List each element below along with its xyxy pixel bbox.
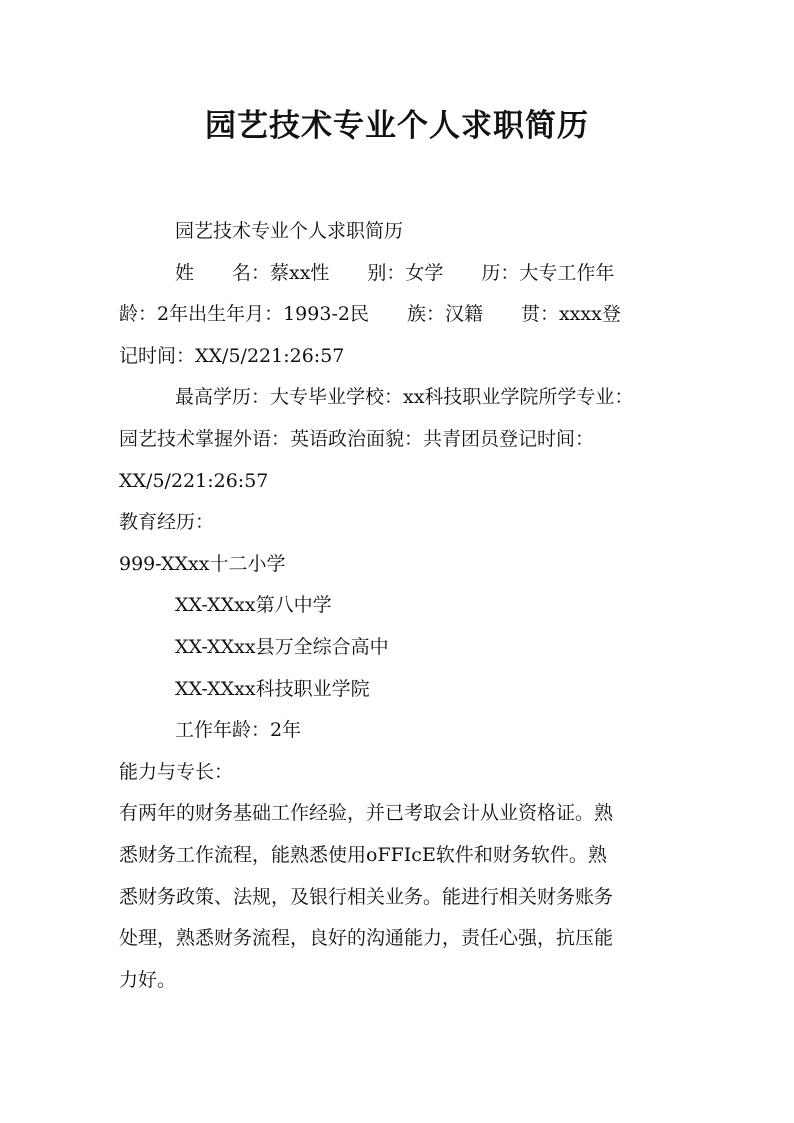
document-title: 园艺技术专业个人求职简历 xyxy=(205,108,589,144)
education-item: 999-XXxx十二小学 xyxy=(119,552,286,575)
skills-line: 悉财务工作流程，能熟悉使用oFFIcE软件和财务软件。熟 xyxy=(119,843,607,866)
skills-line: 处理，熟悉财务流程，良好的沟通能力，责任心强，抗压能 xyxy=(119,927,614,950)
education-item: XX-XXxx第八中学 xyxy=(175,594,332,617)
basic-info-line-1: 姓 名：蔡xx性 别：女学 历：大专工作年 xyxy=(175,261,615,284)
education-info-line-1: 最高学历：大专毕业学校：xx科技职业学院所学专业： xyxy=(175,386,634,409)
work-years: 工作年龄：2年 xyxy=(175,719,302,742)
education-item: XX-XXxx科技职业学院 xyxy=(175,677,370,700)
skills-line: 有两年的财务基础工作经验，并已考取会计从业资格证。熟 xyxy=(119,802,614,825)
skills-line: 悉财务政策、法规，及银行相关业务。能进行相关财务账务 xyxy=(119,885,614,908)
basic-info-line-2: 龄：2年出生年月：1993-2民 族：汉籍 贯：xxxx登 xyxy=(119,303,621,326)
basic-info-line-3: 记时间：XX/5/221:26:57 xyxy=(119,344,345,367)
skills-line: 力好。 xyxy=(119,968,177,991)
education-item: XX-XXxx县万全综合高中 xyxy=(175,635,389,658)
skills-heading: 能力与专长： xyxy=(119,760,234,783)
education-heading: 教育经历： xyxy=(119,511,215,534)
education-info-line-3: XX/5/221:26:57 xyxy=(119,469,269,492)
document-body xyxy=(119,211,675,1001)
subtitle: 园艺技术专业个人求职简历 xyxy=(175,220,404,242)
education-info-line-2: 园艺技术掌握外语：英语政治面貌：共青团员登记时间： xyxy=(119,427,595,450)
